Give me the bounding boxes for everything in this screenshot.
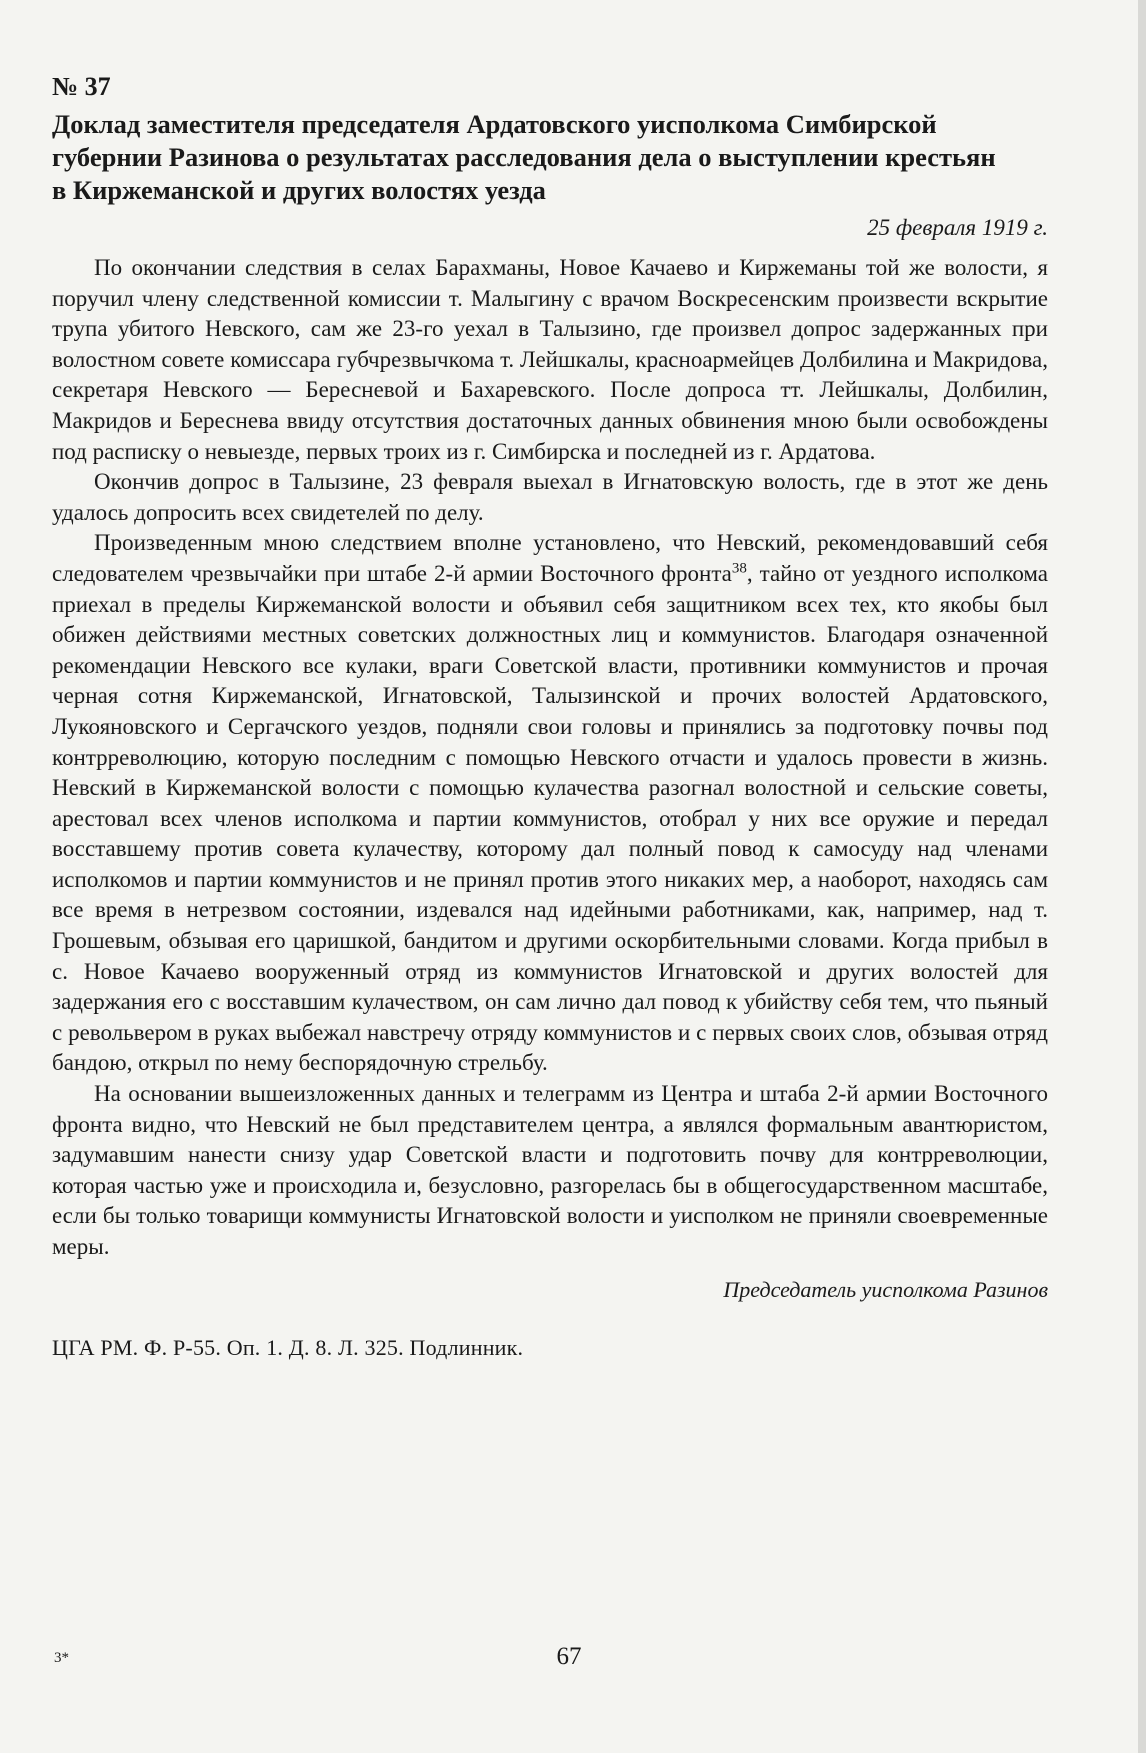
page-number: 67 [556, 1643, 582, 1670]
document-date: 25 февраля 1919 г. [867, 215, 1048, 240]
document-number: № 37 [52, 72, 111, 101]
paragraph-4: На основании вышеизложенных данных и телеграмм из Центра и штаба 2-й армии Восточного фронта видно, что Невский не был представителем центра, а являлся формальным авантюристом, задумавшим нанести снизу удар Советской власти и подготовить почву для контрреволюции, которая частью уже и происходила и, безусловно, разгорелась бы в общегосударственном масштабе, если бы только товарищи коммунисты Игнатовской волости и уисполком не приняли своевременные меры. [52, 1081, 1048, 1259]
document-title: Доклад заместителя председателя Ардатовского уисполкома Симбирской губернии Разинова о результатах расследования дела о выступлении крестьян в Киржеманской и других волостях уезда [52, 109, 996, 205]
page-edge-shadow [1138, 0, 1146, 1753]
paragraph-3-end: , тайно от уездного исполкома приехал в пределы Киржеманской волости и объявил себя защитником всех тех, кто якобы был обижен действиями местных советских должностных лиц и коммунистов. Благодаря означенной рекомендации Невского все кулаки, враги Советской власти, противники коммунистов и прочая черная сотня Киржеманской, Игнатовской, Талызинской и прочих волостей Ардатовского, Лукояновского и Сергачского уездов, подняли свои головы и принялись за подготовку почвы под контрреволюцию, которую последним с помощью Невского отчасти и удалось провести в жизнь. Невский в Киржеманской волости с помощью кулачества разогнал волостной и сельские советы, арестовал всех членов исполкома и партии коммунистов, отобрал у них все оружие и передал восставшему против совета кулачеству, которому дал полный повод к самосуду над членами исполкомов и партии коммунистов и не принял против этого никаких мер, а наоборот, находясь сам все время в нетрезвом состоянии, издевался над идейными работниками, как, например, над т. Грошевым, обзывая его царишкой, бандитом и другими оскорбительными словами. Когда прибыл в с. Новое Качаево вооруженный отряд из коммунистов Игнатовской и других волостей для задержания его с восставшим кулачеством, он сам лично дал повод к убийству себя тем, что пьяный с револьвером в руках выбежал навстречу отряду коммунистов и с первых своих слов, обзывая отряд бандою, открыл по нему беспорядочную стрельбу. [52, 560, 1048, 1076]
archive-reference: ЦГА РМ. Ф. Р-55. Оп. 1. Д. 8. Л. 325. Подлинник. [52, 1334, 524, 1360]
document-body [52, 72, 1048, 1363]
paragraph-2: Окончив допрос в Талызине, 23 февраля выехал в Игнатовскую волость, где в этот же день удалось допросить всех свидетелей по делу. [52, 469, 1048, 525]
paragraph-3 [52, 528, 1048, 1079]
footnote-reference: 38 [731, 560, 747, 577]
printer-signature-mark: 3* [54, 1650, 69, 1666]
paragraph-3-start: Произведенным мною следствием вполне установлено, что Невский, рекомендовавший себя следователем чрезвычайки при штабе 2-й армии Восточного фронта [52, 530, 1048, 586]
signature-line: Председатель уисполкома Разинов [723, 1276, 1048, 1302]
paragraph-1: По окончании следствия в селах Барахманы, Новое Качаево и Киржеманы той же волости, я поручил члену следственной комиссии т. Малыгину с врачом Воскресенским произвести вскрытие трупа убитого Невского, сам же 23-го уехал в Талызино, где произвел допрос задержанных при волостном совете комиссара губчрезвычкома т. Лейшкалы, красноармейцев Долбилина и Макридова, секретаря Невского — Бересневой и Бахаревского. После допроса тт. Лейшкалы, Долбилин, Макридов и Береснева ввиду отсутствия достаточных данных обвинения мною были освобождены под расписку о невыезде, первых троих из г. Симбирска и последней из г. Ардатова. [52, 255, 1048, 464]
